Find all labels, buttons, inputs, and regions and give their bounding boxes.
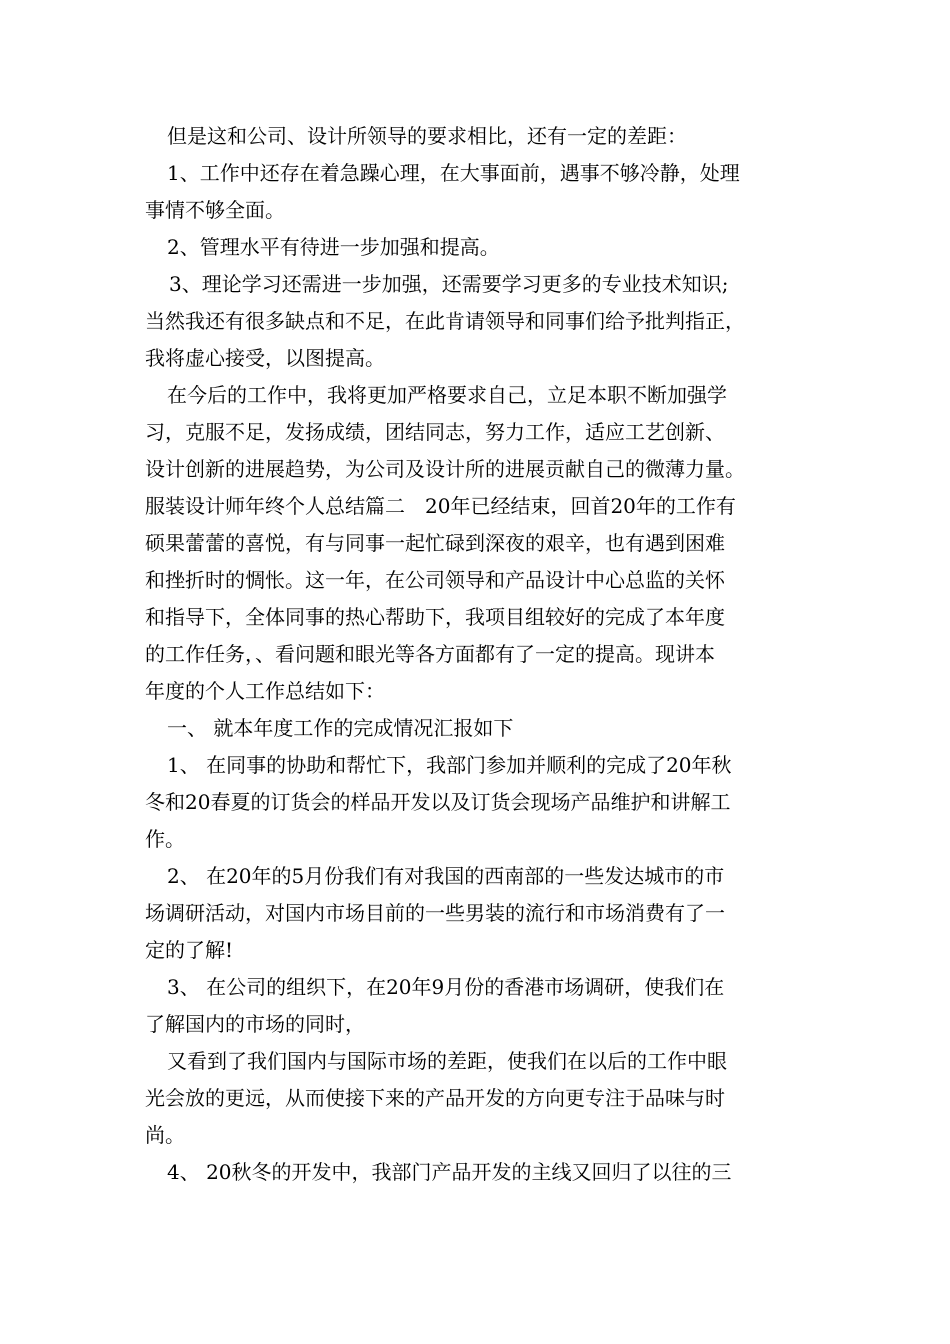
text-line: 2、管理水平有待进一步加强和提高。 — [167, 235, 500, 259]
text-line: 服装设计师年终个人总结篇二 20年已经结束，回首20年的工作有 — [145, 494, 736, 518]
text-line: 冬和20春夏的订货会的样品开发以及订货会现场产品维护和讲解工 — [145, 790, 731, 814]
text-line: 和指导下，全体同事的热心帮助下，我项目组较好的完成了本年度 — [145, 605, 725, 629]
text-line: 1、 在同事的协助和帮忙下，我部门参加并顺利的完成了20年秋 — [167, 753, 732, 777]
text-line: 事情不够全面。 — [145, 198, 285, 222]
text-line: 年度的个人工作总结如下： — [145, 679, 385, 703]
text-line: 一、 就本年度工作的完成情况汇报如下 — [167, 716, 514, 740]
text-line: 但是这和公司、设计所领导的要求相比，还有一定的差距： — [167, 124, 687, 148]
text-line: 我将虚心接受，以图提高。 — [145, 346, 385, 370]
text-line: 1、工作中还存在着急躁心理，在大事面前，遇事不够冷静，处理 — [167, 161, 740, 185]
text-line: 习，克服不足，发扬成绩，团结同志，努力工作，适应工艺创新、 — [145, 420, 725, 444]
text-line: 设计创新的进展趋势，为公司及设计所的进展贡献自己的微薄力量。 — [145, 457, 745, 481]
text-line: 2、 在20年的5月份我们有对我国的西南部的一些发达城市的市 — [167, 864, 725, 888]
text-line: 3、 在公司的组织下，在20年9月份的香港市场调研，使我们在 — [167, 975, 725, 999]
text-line: 3、理论学习还需进一步加强，还需要学习更多的专业技术知识; — [169, 272, 729, 296]
text-line: 作。 — [145, 827, 185, 851]
text-line: 的工作任务，、看问题和眼光等各方面都有了一定的提高。现讲本 — [145, 642, 715, 666]
text-line: 当然我还有很多缺点和不足，在此肯请领导和同事们给予批判指正， — [145, 309, 745, 333]
text-line: 在今后的工作中，我将更加严格要求自己，立足本职不断加强学 — [167, 383, 727, 407]
text-line: 尚。 — [145, 1123, 185, 1147]
document-body — [145, 118, 815, 1191]
text-line: 光会放的更远，从而使接下来的产品开发的方向更专注于品味与时 — [145, 1086, 725, 1110]
text-line: 4、 20秋冬的开发中，我部门产品开发的主线又回归了以往的三 — [167, 1160, 732, 1184]
text-line: 硕果蕾蕾的喜悦，有与同事一起忙碌到深夜的艰辛，也有遇到困难 — [145, 531, 725, 555]
text-line: 了解国内的市场的同时， — [145, 1012, 365, 1036]
text-line: 场调研活动，对国内市场目前的一些男装的流行和市场消费有了一 — [145, 901, 725, 925]
text-line: 又看到了我们国内与国际市场的差距，使我们在以后的工作中眼 — [167, 1049, 727, 1073]
text-line: 和挫折时的惆怅。这一年，在公司领导和产品设计中心总监的关怀 — [145, 568, 725, 592]
text-line: 定的了解! — [145, 938, 234, 962]
